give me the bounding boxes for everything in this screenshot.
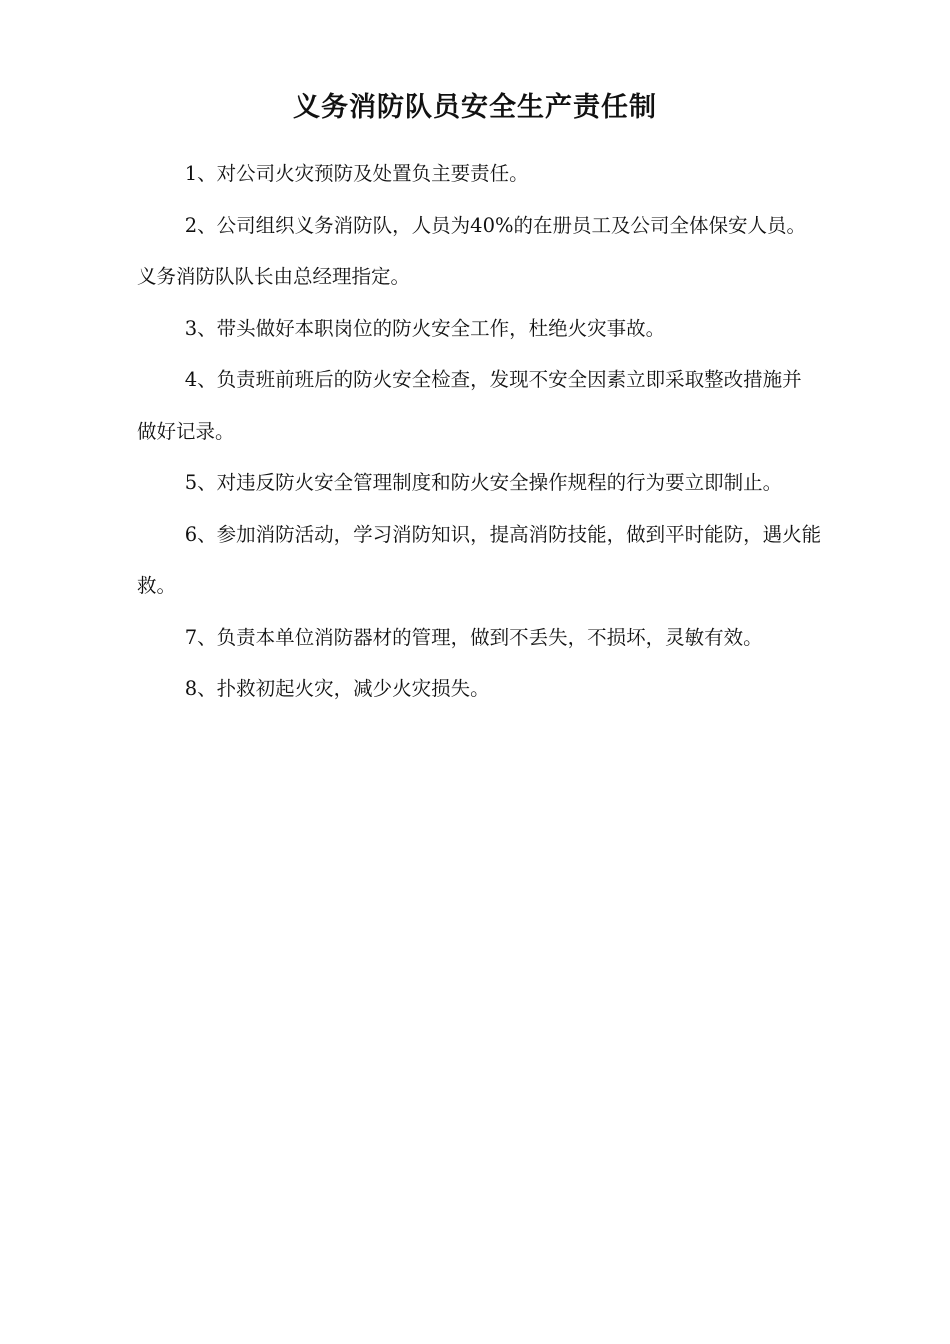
clause-1: 1、对公司火灾预防及处置负主要责任。 (184, 162, 529, 185)
clause-8: 8、扑救初起火灾，减少火灾损失。 (184, 677, 490, 700)
document-body (137, 148, 827, 715)
clause-7: 7、负责本单位消防器材的管理，做到不丢失，不损坏，灵敏有效。 (184, 625, 763, 649)
clause-2: 2、公司组织义务消防队，人员为40%的在册员工及公司全体保安人员。 义务消防队队长由总经理指定。 (137, 213, 819, 288)
clause-3: 3、带头做好本职岗位的防火安全工作，杜绝火灾事故。 (184, 316, 666, 340)
clause-5: 5、对违反防火安全管理制度和防火安全操作规程的行为要立即制止。 (184, 471, 783, 494)
clause-4: 4、负责班前班后的防火安全检查，发现不安全因素立即采取整改措施并 做好记录。 (137, 368, 808, 443)
document-title: 义务消防队员安全生产责任制 (293, 92, 657, 123)
clause-6: 6、参加消防活动，学习消防知识，提高消防技能，做到平时能防，遇火能救。 (137, 522, 822, 597)
